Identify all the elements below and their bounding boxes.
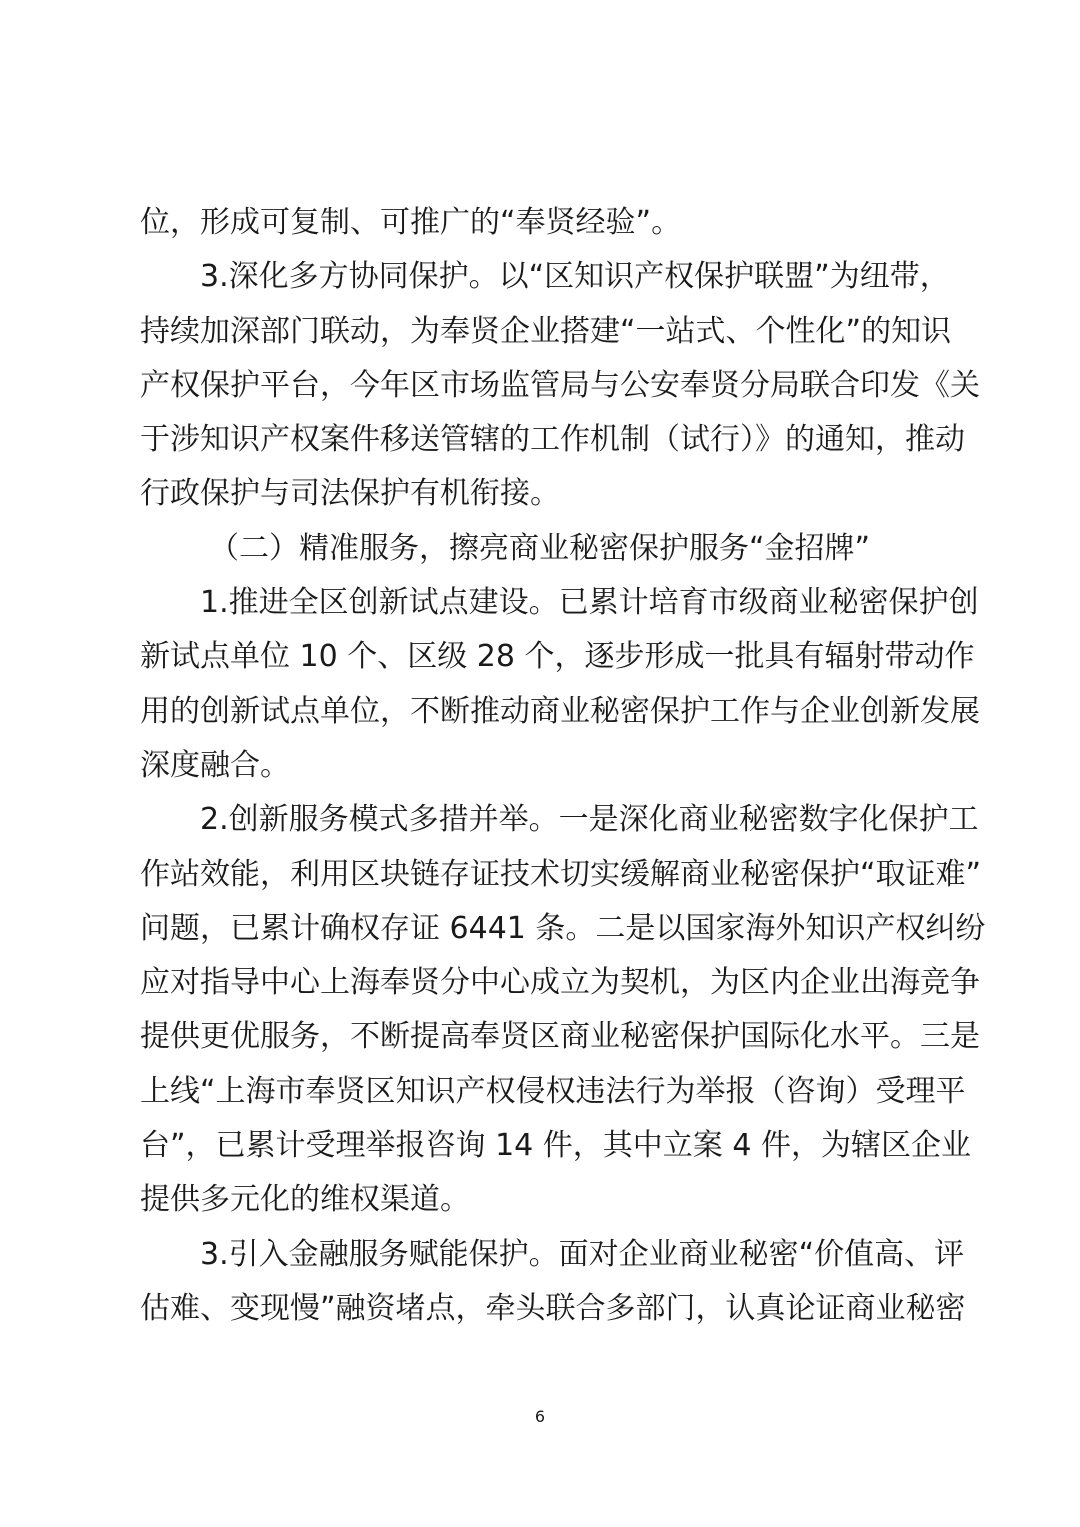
text-line: 估难、变现慢”融资堵点，牵头联合多部门，认真论证商业秘密 xyxy=(140,1290,966,1326)
text-line: 用的创新试点单位，不断推动商业秘密保护工作与企业创新发展 xyxy=(140,693,980,729)
text-line: 持续加深部门联动，为奉贤企业搭建“一站式、个性化”的知识 xyxy=(140,313,952,349)
text-line: 深度融合。 xyxy=(140,747,290,783)
page-number: 6 xyxy=(534,1407,546,1426)
text-line: 产权保护平台，今年区市场监管局与公安奉贤分局联合印发《关 xyxy=(140,367,980,403)
text-line: 位，形成可复制、可推广的“奉贤经验”。 xyxy=(140,205,682,240)
text-line: 行政保护与司法保护有机衔接。 xyxy=(140,476,560,512)
body-text xyxy=(140,196,986,1336)
text-line: 作站效能，利用区块链存证技术切实缓解商业秘密保护“取证难” xyxy=(140,856,982,892)
text-line: 提供多元化的维权渠道。 xyxy=(140,1182,470,1218)
text-line: 于涉知识产权案件移送管辖的工作机制（试行）》的通知，推动 xyxy=(140,422,965,458)
text-line: 3.引入金融服务赋能保护。面对企业商业秘密“价值高、评 xyxy=(200,1236,965,1272)
text-line: 新试点单位 10 个、区级 28 个，逐步形成一批具有辐射带动作 xyxy=(140,639,975,675)
text-line: 1.推进全区创新试点建设。已累计培育市级商业秘密保护创 xyxy=(200,585,979,621)
text-line: 应对指导中心上海奉贤分中心成立为契机，为区内企业出海竞争 xyxy=(140,965,980,1001)
section-heading: （二）精准服务，擦亮商业秘密保护服务“金招牌” xyxy=(209,530,871,566)
text-line: 2.创新服务模式多措并举。一是深化商业秘密数字化保护工 xyxy=(200,802,979,838)
text-line: 提供更优服务，不断提高奉贤区商业秘密保护国际化水平。三是 xyxy=(140,1019,980,1055)
text-line: 上线“上海市奉贤区知识产权侵权违法行为举报（咨询）受理平 xyxy=(140,1073,966,1109)
text-line: 台”，已累计受理举报咨询 14 件，其中立案 4 件，为辖区企业 xyxy=(140,1128,971,1164)
text-line: 问题，已累计确权存证 6441 条。二是以国家海外知识产权纠纷 xyxy=(140,910,986,946)
text-line: 3.深化多方协同保护。以“区知识产权保护联盟”为纽带， xyxy=(200,259,950,295)
